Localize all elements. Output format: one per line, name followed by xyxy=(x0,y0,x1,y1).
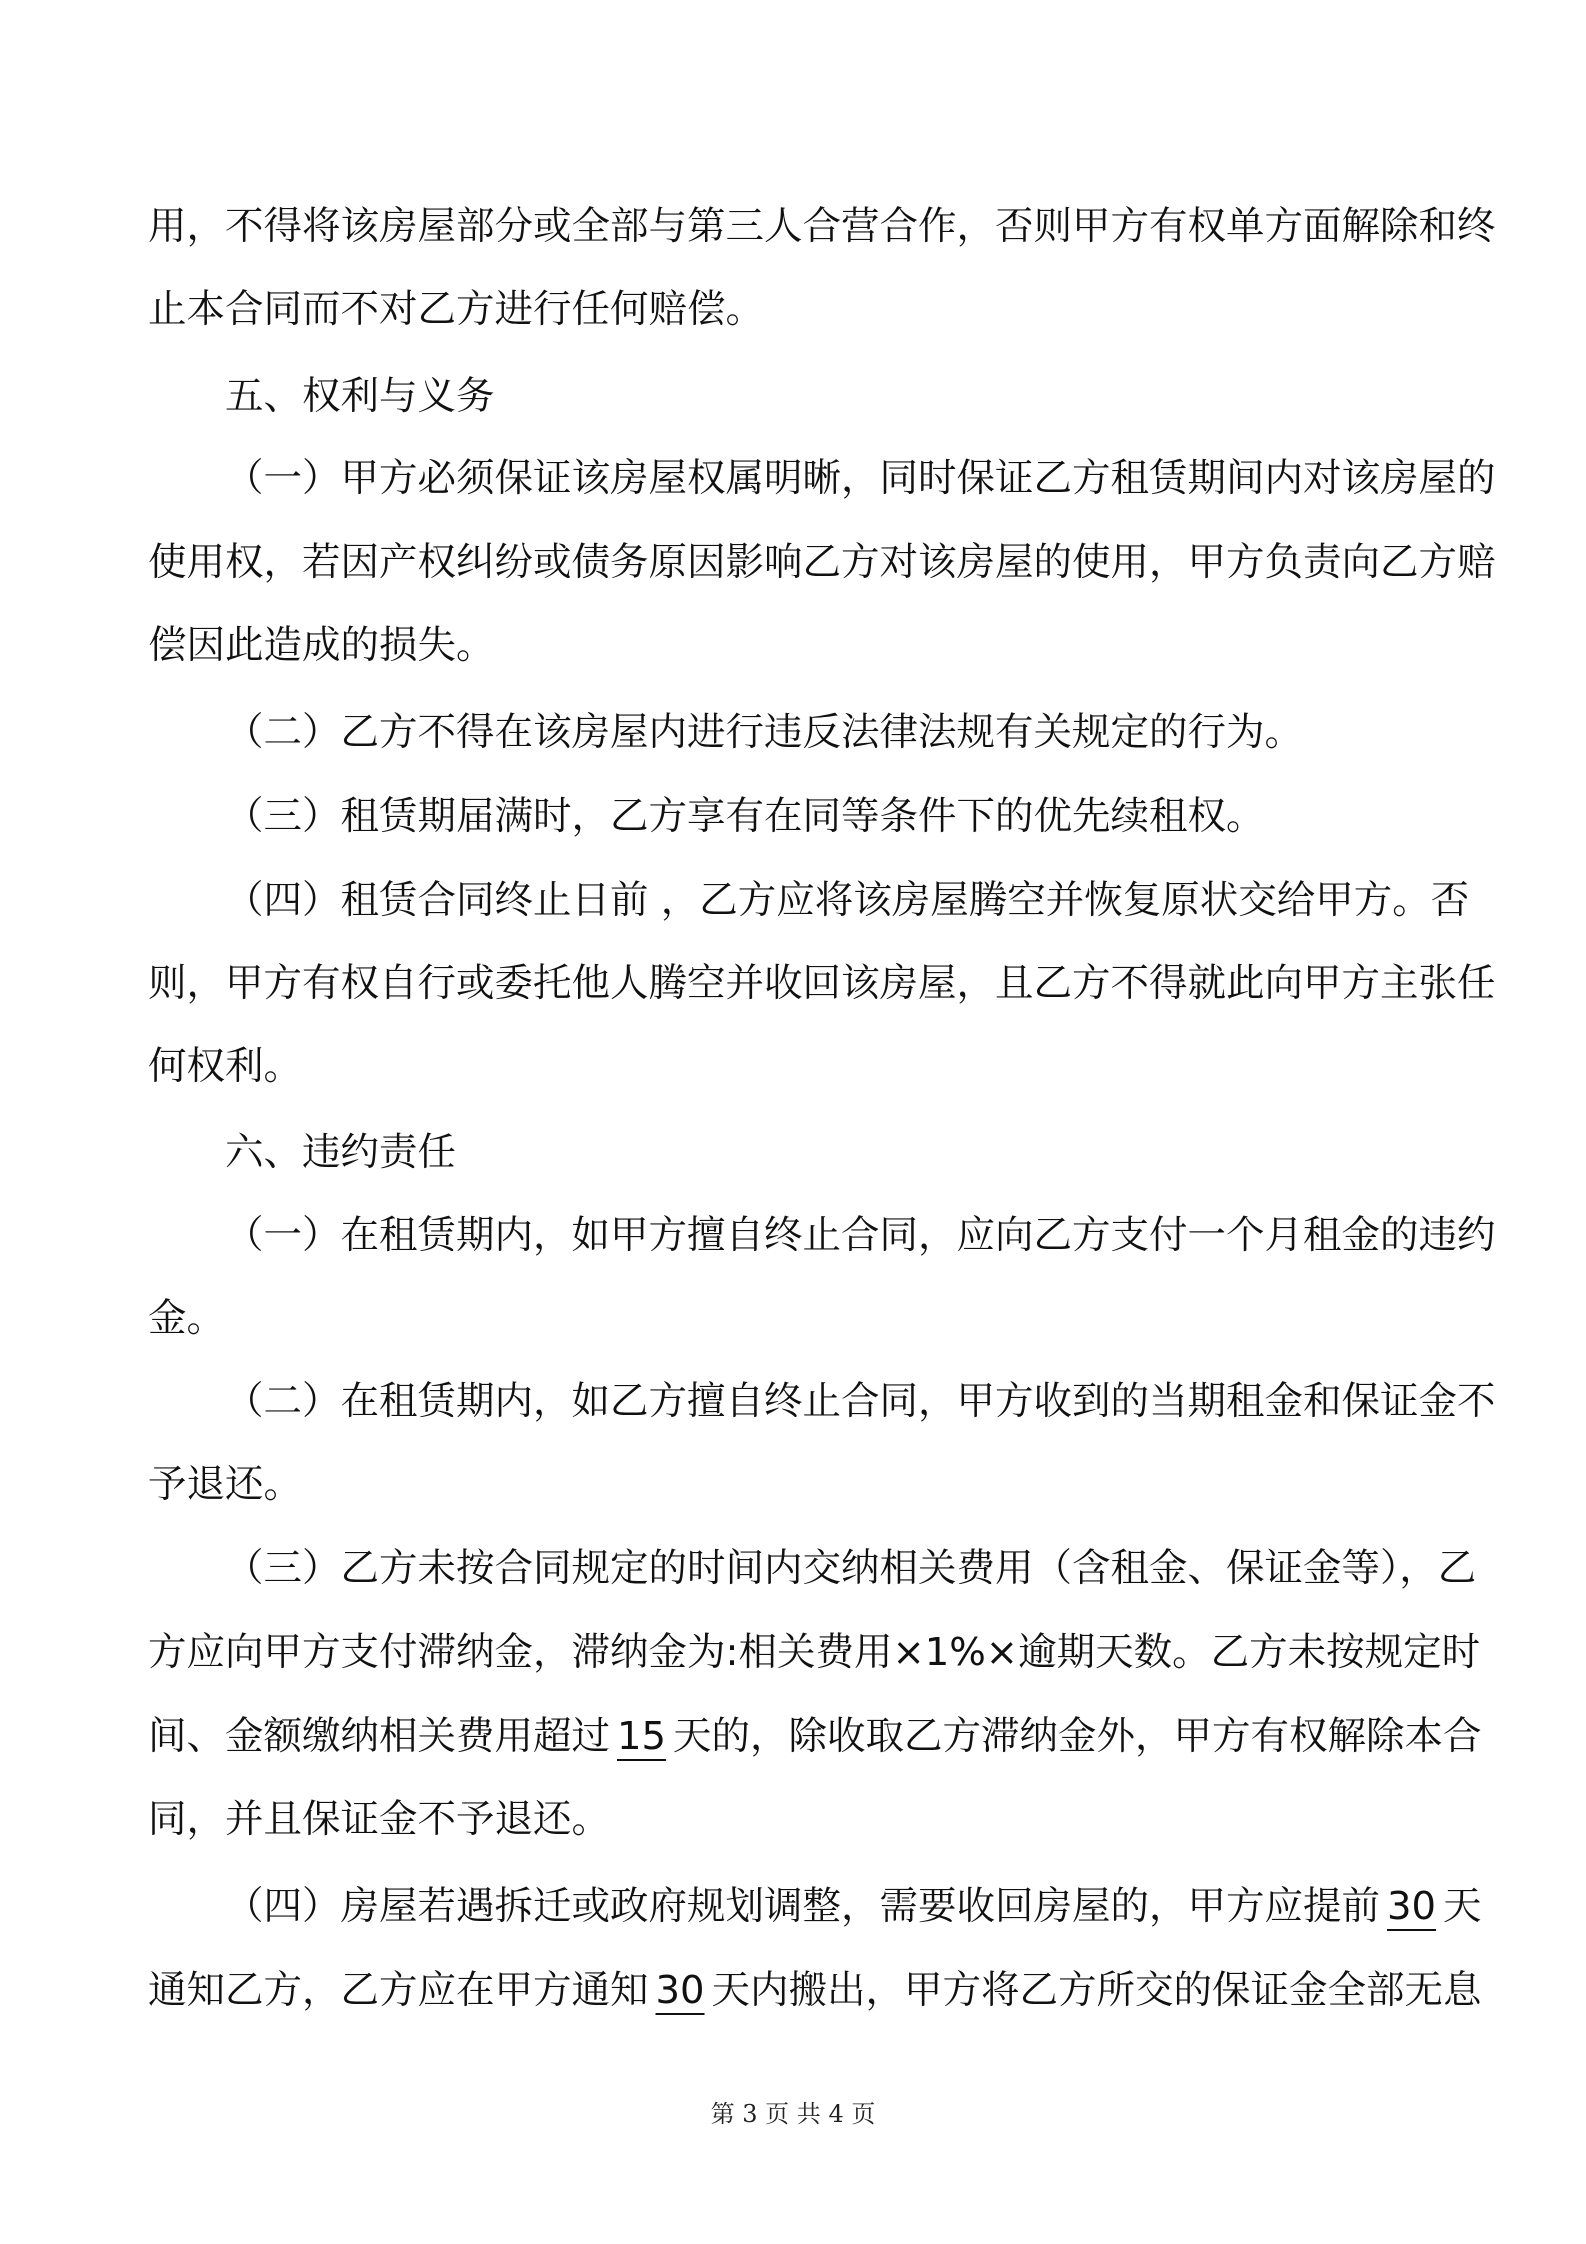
section-heading-breach-liability: 六、违约责任 xyxy=(225,1130,457,1175)
paragraph-line: （三）乙方未按合同规定的时间内交纳相关费用（含租金、保证金等），乙 xyxy=(225,1546,1477,1591)
paragraph-line: （四）租赁合同终止日前 ，乙方应将该房屋腾空并恢复原状交给甲方。否 xyxy=(225,878,1470,923)
paragraph-line: （三）租赁期届满时，乙方享有在同等条件下的优先续租权。 xyxy=(225,794,1265,839)
text-before-move-out-days: 通知乙方，乙方应在甲方通知 xyxy=(148,1968,649,2013)
text-before-notice-days: （四）房屋若遇拆迁或政府规划调整，需要收回房屋的，甲方应提前 xyxy=(225,1884,1381,1929)
text-after-notice-days: 天 xyxy=(1443,1884,1482,1929)
paragraph-line: 用，不得将该房屋部分或全部与第三人合营合作，否则甲方有权单方面解除和终 xyxy=(148,204,1496,249)
paragraph-line: 何权利。 xyxy=(148,1044,303,1089)
paragraph-line: 偿因此造成的损失。 xyxy=(148,623,495,668)
paragraph-line: 予退还。 xyxy=(148,1462,303,1507)
paragraph-line: 则，甲方有权自行或委托他人腾空并收回该房屋，且乙方不得就此向甲方主张任 xyxy=(148,961,1496,1006)
paragraph-line: 使用权，若因产权纠纷或债务原因影响乙方对该房屋的使用，甲方负责向乙方赔 xyxy=(148,540,1496,585)
paragraph-line-move-out-days xyxy=(148,1968,1482,2014)
section-heading-rights-obligations: 五、权利与义务 xyxy=(225,374,495,419)
page-number-footer: 第 3 页 共 4 页 xyxy=(710,2100,876,2128)
paragraph-line-notice-days xyxy=(225,1884,1482,1930)
text-before-days: 间、金额缴纳相关费用超过 xyxy=(148,1714,611,1759)
paragraph-line: 金。 xyxy=(148,1296,226,1341)
paragraph-line: （二）乙方不得在该房屋内进行违反法律法规有关规定的行为。 xyxy=(225,710,1304,755)
paragraph-line: （一）甲方必须保证该房屋权属明晰，同时保证乙方租赁期间内对该房屋的 xyxy=(225,456,1496,501)
underlined-notice-days-value: 30 xyxy=(1387,1884,1437,1929)
text-after-days: 天的，除收取乙方滞纳金外，甲方有权解除本合 xyxy=(673,1714,1482,1759)
underlined-days-value: 15 xyxy=(617,1714,667,1759)
paragraph-line: 止本合同而不对乙方进行任何赔偿。 xyxy=(148,287,765,332)
paragraph-line: 同，并且保证金不予退还。 xyxy=(148,1797,611,1842)
underlined-move-out-days-value: 30 xyxy=(655,1968,705,2013)
paragraph-line: （一）在租赁期内，如甲方擅自终止合同，应向乙方支付一个月租金的违约 xyxy=(225,1213,1496,1258)
text-after-move-out-days: 天内搬出，甲方将乙方所交的保证金全部无息 xyxy=(711,1968,1482,2013)
paragraph-line-late-fee-days xyxy=(148,1714,1482,1760)
paragraph-line: 方应向甲方支付滞纳金，滞纳金为:相关费用×1%×逾期天数。乙方未按规定时 xyxy=(148,1630,1481,1675)
paragraph-line: （二）在租赁期内，如乙方擅自终止合同，甲方收到的当期租金和保证金不 xyxy=(225,1379,1496,1424)
